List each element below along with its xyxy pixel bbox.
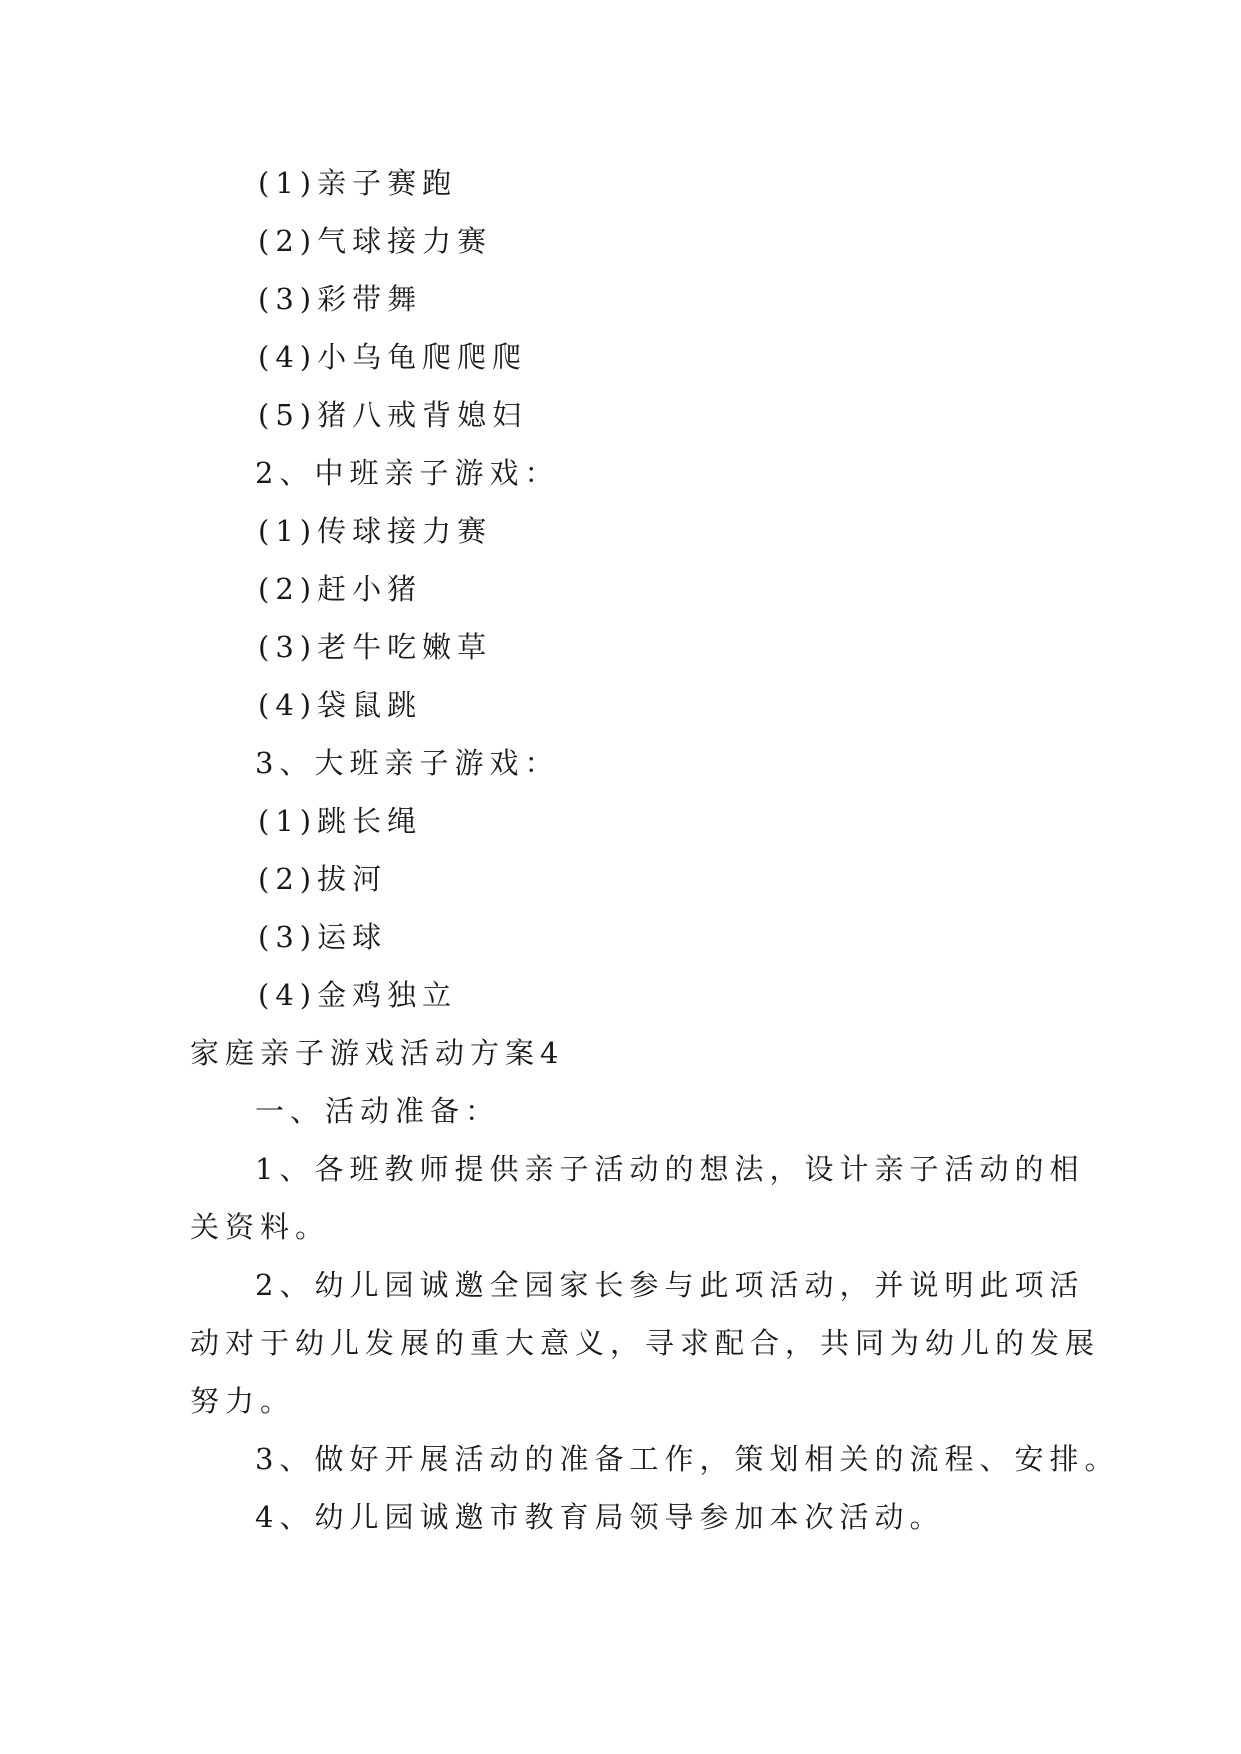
list-item: (1)亲子赛跑 (258, 166, 458, 200)
prep-heading: 一、活动准备： (255, 1094, 501, 1128)
list-item: (3)彩带舞 (258, 282, 423, 316)
list-item: (5)猪八戒背媳妇 (258, 398, 528, 432)
paragraph-line: 2、幼儿园诚邀全园家长参与此项活动，并说明此项活 (255, 1268, 1085, 1302)
paragraph-line: 4、幼儿园诚邀市教育局领导参加本次活动。 (255, 1500, 945, 1534)
subheading: 3、大班亲子游戏： (255, 746, 560, 780)
paragraph-line: 1、各班教师提供亲子活动的想法，设计亲子活动的相 (255, 1152, 1085, 1186)
list-item: (4)金鸡独立 (258, 978, 458, 1012)
list-item: (2)拔河 (258, 862, 388, 896)
paragraph-line: 努力。 (190, 1384, 296, 1418)
paragraph-line: 动对于幼儿发展的重大意义，寻求配合，共同为幼儿的发展 (190, 1326, 1101, 1360)
paragraph-line: 3、做好开展活动的准备工作，策划相关的流程、安排。 (255, 1442, 1120, 1476)
list-item: (2)赶小猪 (258, 572, 423, 606)
list-item: (1)跳长绳 (258, 804, 423, 838)
subheading: 2、中班亲子游戏： (255, 456, 560, 490)
list-item: (2)气球接力赛 (258, 224, 493, 258)
list-item: (3)老牛吃嫩草 (258, 630, 493, 664)
list-item: (1)传球接力赛 (258, 514, 493, 548)
paragraph-line: 关资料。 (190, 1210, 331, 1244)
section-title: 家庭亲子游戏活动方案4 (190, 1036, 565, 1070)
list-item: (3)运球 (258, 920, 388, 954)
list-item: (4)袋鼠跳 (258, 688, 423, 722)
list-item: (4)小乌龟爬爬爬 (258, 340, 528, 374)
